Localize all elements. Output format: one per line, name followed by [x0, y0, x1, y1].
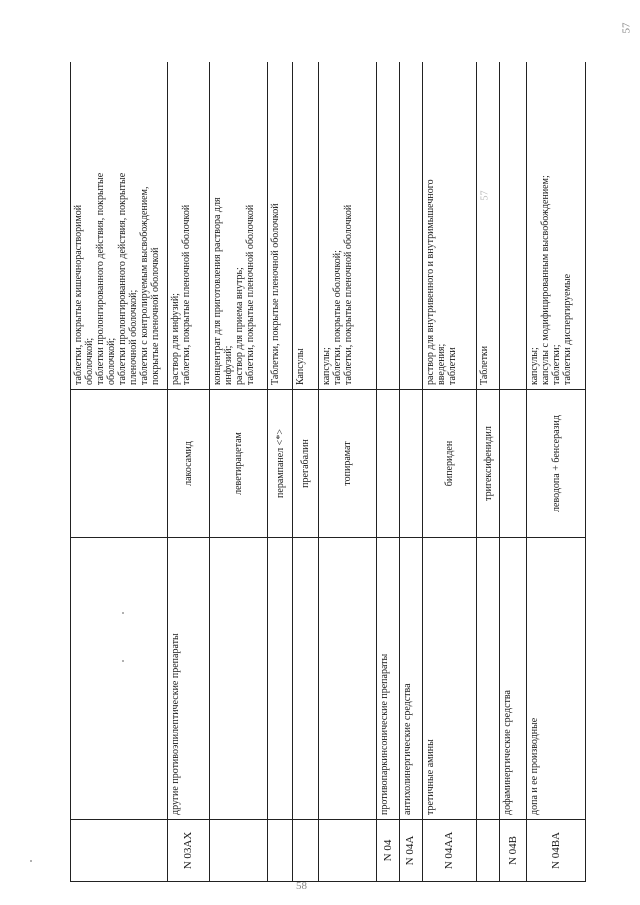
- corner-page-number: 57: [620, 22, 633, 34]
- drug-name-cell: лакосамид: [168, 390, 210, 538]
- drug-name-cell: [399, 390, 422, 538]
- drug-name-cell: леветирацетам: [209, 390, 267, 538]
- table-row: [477, 62, 500, 882]
- table-row: [268, 62, 293, 882]
- drug-table: [70, 62, 586, 882]
- dosage-forms-cell: Таблетки: [477, 62, 500, 390]
- dosage-forms-cell: [500, 62, 527, 390]
- group-name-cell: [318, 538, 376, 820]
- drug-name-cell: тригексифенидил: [477, 390, 500, 538]
- group-name-cell: другие противоэпилептические препараты: [168, 538, 210, 820]
- drug-name-cell: бипериден: [422, 390, 476, 538]
- group-name-cell: антихолинергические средства: [399, 538, 422, 820]
- atc-code-cell: N 04: [377, 820, 400, 882]
- group-name-cell: допа и ее производные: [527, 538, 586, 820]
- dosage-forms-cell: раствор для инфузий; таблетки, покрытые пленочной оболочкой: [168, 62, 210, 390]
- group-name-cell: [209, 538, 267, 820]
- table-row: [71, 62, 168, 882]
- table-row: [168, 62, 210, 882]
- atc-code-cell: N 04BA: [527, 820, 586, 882]
- table-row: [318, 62, 376, 882]
- atc-code-cell: [477, 820, 500, 882]
- dosage-forms-cell: концентрат для приготовления раствора для инфузий; раствор для приема внутрь; таблетки, покрытые пленочной оболочкой: [209, 62, 267, 390]
- drug-name-cell: леводопа + бенсеразид: [527, 390, 586, 538]
- atc-code-cell: N 04A: [399, 820, 422, 882]
- dosage-forms-cell: [399, 62, 422, 390]
- table-row: [377, 62, 400, 882]
- group-name-cell: [477, 538, 500, 820]
- table-row: [527, 62, 586, 882]
- table-row: [209, 62, 267, 882]
- dosage-forms-cell: Таблетки, покрытые пленочной оболочкой: [268, 62, 293, 390]
- dosage-forms-cell: капсулы; таблетки, покрытые оболочкой; таблетки, покрытые пленочной оболочкой: [318, 62, 376, 390]
- atc-code-cell: N 04B: [500, 820, 527, 882]
- dosage-forms-cell: капсулы; капсулы с модифицированным высвобождением; таблетки; таблетки диспергируемые: [527, 62, 586, 390]
- group-name-cell: [293, 538, 318, 820]
- atc-code-cell: [293, 820, 318, 882]
- scan-artifact: [30, 860, 32, 862]
- dosage-forms-cell: [377, 62, 400, 390]
- group-name-cell: третичные амины: [422, 538, 476, 820]
- dosage-forms-cell: раствор для внутривенного и внутримышечного введения; таблетки: [422, 62, 476, 390]
- atc-code-cell: [209, 820, 267, 882]
- atc-code-cell: [318, 820, 376, 882]
- page-number: 58: [296, 880, 307, 892]
- atc-code-cell: [71, 820, 168, 882]
- faint-page-number: 57: [479, 190, 491, 201]
- atc-code-cell: [268, 820, 293, 882]
- group-name-cell: [71, 538, 168, 820]
- dosage-forms-cell: Капсулы: [293, 62, 318, 390]
- drug-table-container: [70, 62, 586, 882]
- drug-name-cell: [377, 390, 400, 538]
- group-name-cell: [268, 538, 293, 820]
- atc-code-cell: N 04AA: [422, 820, 476, 882]
- dosage-forms-cell: таблетки, покрытые кишечнорастворимой оболочкой; таблетки пролонгированного действия, покрытые оболочкой; таблетки пролонгированного действия, покрытые пленочной оболочкой; таблетки с контролируемым высвобождением, покрытые пленочной оболочкой: [71, 62, 168, 390]
- drug-name-cell: [71, 390, 168, 538]
- drug-name-cell: [500, 390, 527, 538]
- table-row: [399, 62, 422, 882]
- atc-code-cell: N 03AX: [168, 820, 210, 882]
- table-row: [422, 62, 476, 882]
- table-row: [500, 62, 527, 882]
- drug-name-cell: топирамат: [318, 390, 376, 538]
- group-name-cell: дофаминергические средства: [500, 538, 527, 820]
- drug-name-cell: перампанел <*>: [268, 390, 293, 538]
- table-row: [293, 62, 318, 882]
- drug-name-cell: прегабалин: [293, 390, 318, 538]
- group-name-cell: противопаркинсонические препараты: [377, 538, 400, 820]
